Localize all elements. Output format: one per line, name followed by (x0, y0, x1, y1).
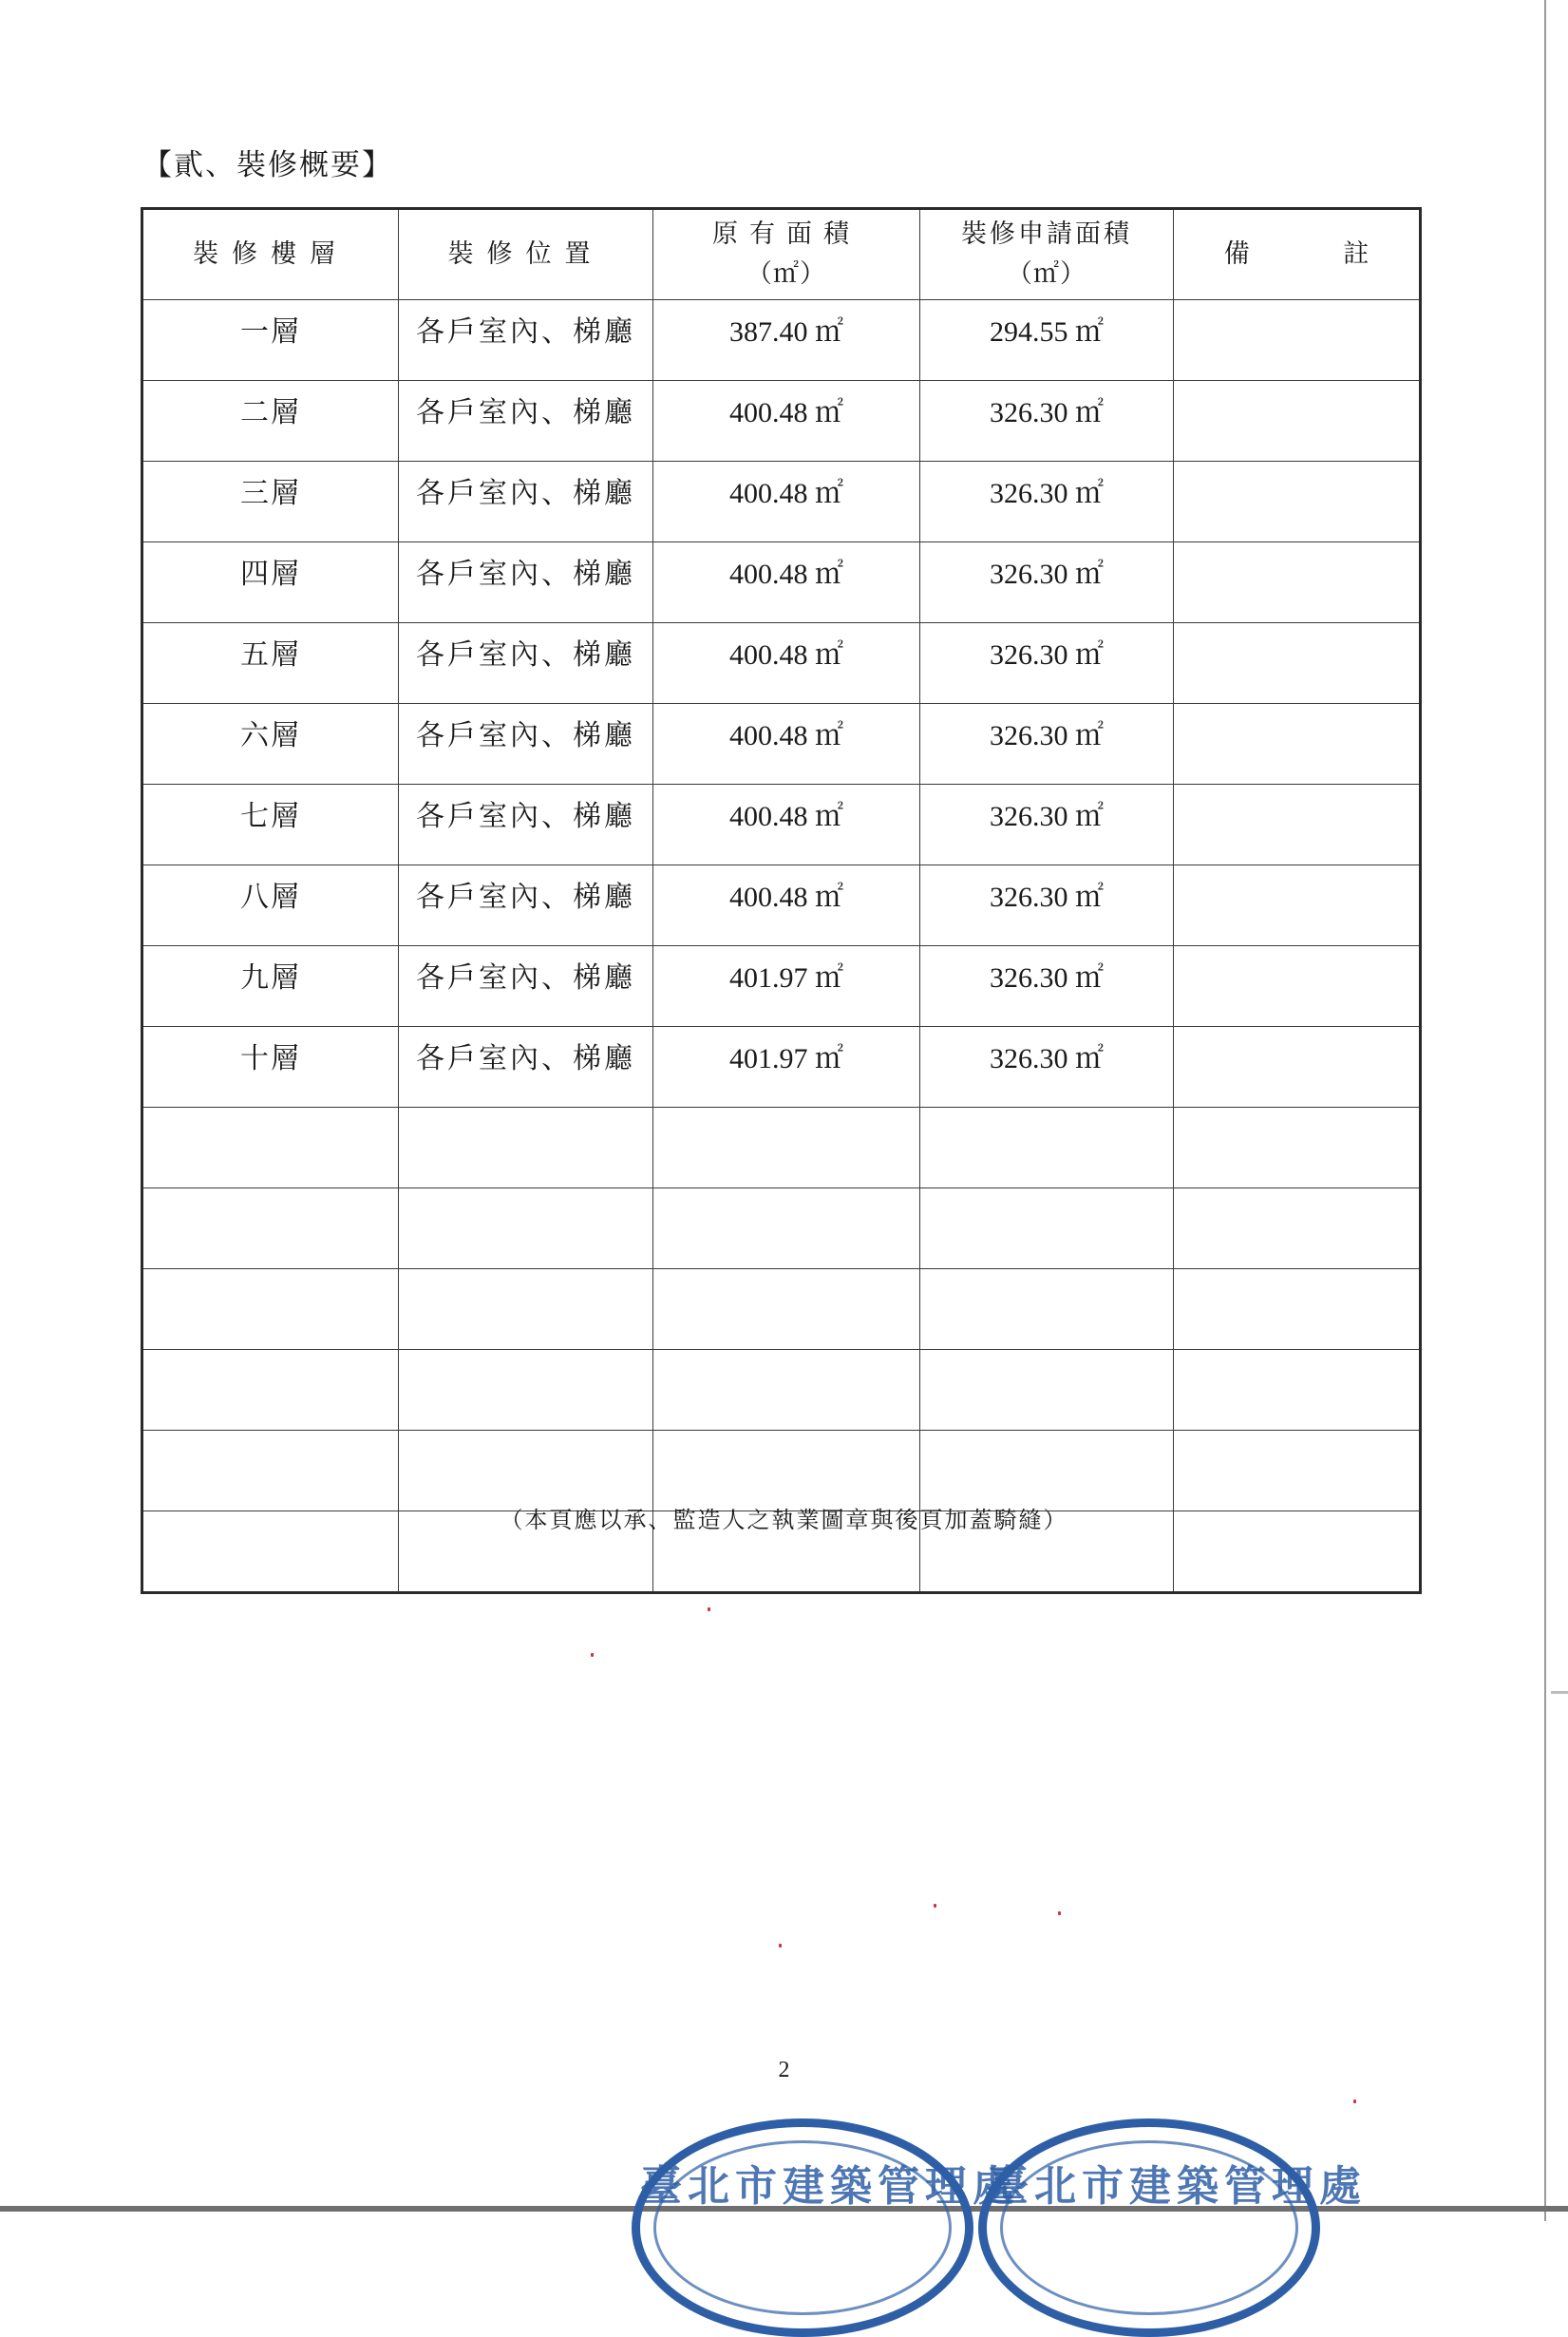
scan-edge-line (1544, 0, 1546, 2221)
cell-requested-area: 294.55 ㎡ (920, 300, 1174, 381)
cell-requested-area: 326.30 ㎡ (920, 542, 1174, 623)
table-row (142, 462, 1421, 542)
cell-original-area: 401.97 ㎡ (653, 946, 920, 1027)
seal-text: 臺北市建築管理處 (640, 2162, 1020, 2211)
cell-note (1174, 1431, 1421, 1511)
cell-note (1174, 623, 1421, 704)
header-requested-area-label: 裝修申請面積 (961, 219, 1132, 249)
cell-note (1174, 462, 1421, 542)
ink-speck (1058, 1911, 1061, 1915)
cell-floor: 九層 (142, 946, 399, 1027)
cell-location (399, 1350, 653, 1431)
header-original-area-label: 原有面積 (712, 219, 860, 249)
cell-original-area: 387.40 ㎡ (653, 300, 920, 381)
cell-original-area: 400.48 ㎡ (653, 704, 920, 785)
cell-floor (142, 1188, 399, 1269)
cell-floor: 十層 (142, 1027, 399, 1108)
table-row (142, 946, 1421, 1027)
cell-floor (142, 1431, 399, 1511)
table-row (142, 865, 1421, 946)
cell-floor (142, 1350, 399, 1431)
cell-requested-area: 326.30 ㎡ (920, 785, 1174, 865)
cell-note (1174, 1188, 1421, 1269)
header-location: 裝修位置 (399, 209, 653, 300)
cell-note (1174, 1108, 1421, 1188)
cell-note (1174, 1350, 1421, 1431)
cell-location: 各戶室內、梯廳 (399, 946, 653, 1027)
cell-note (1174, 381, 1421, 462)
official-seal-stamp (978, 2118, 1367, 2337)
cell-location (399, 1269, 653, 1350)
cell-original-area (653, 1108, 920, 1188)
table-row (142, 1431, 1421, 1511)
official-seal-stamp (632, 2118, 1020, 2337)
cell-location (399, 1188, 653, 1269)
cell-note (1174, 1269, 1421, 1350)
table-row (142, 1269, 1421, 1350)
cell-floor: 一層 (142, 300, 399, 381)
section-title: 【貳、裝修概要】 (142, 148, 393, 182)
footnote: （本頁應以承、監造人之執業圖章與後頁加蓋騎縫） (500, 1507, 1068, 1533)
cell-original-area (653, 1431, 920, 1511)
cell-original-area: 400.48 ㎡ (653, 381, 920, 462)
cell-floor: 七層 (142, 785, 399, 865)
cell-floor: 六層 (142, 704, 399, 785)
cell-location: 各戶室內、梯廳 (399, 462, 653, 542)
ink-speck (708, 1607, 710, 1611)
header-floor: 裝修樓層 (142, 209, 399, 300)
cell-original-area (653, 1269, 920, 1350)
header-original-area-unit: （㎡） (746, 259, 826, 289)
header-note: 備 註 (1174, 209, 1421, 300)
cell-note (1174, 946, 1421, 1027)
cell-note (1174, 1027, 1421, 1108)
ink-speck (1353, 2100, 1356, 2103)
table-row (142, 542, 1421, 623)
cell-original-area: 400.48 ㎡ (653, 462, 920, 542)
cell-floor: 五層 (142, 623, 399, 704)
cell-requested-area (920, 1431, 1174, 1511)
table-row (142, 623, 1421, 704)
renovation-summary-table (141, 207, 1422, 1594)
cell-location: 各戶室內、梯廳 (399, 704, 653, 785)
cell-requested-area: 326.30 ㎡ (920, 704, 1174, 785)
cell-location: 各戶室內、梯廳 (399, 623, 653, 704)
table-row (142, 381, 1421, 462)
cell-floor (142, 1269, 399, 1350)
table-row (142, 1108, 1421, 1188)
cell-location: 各戶室內、梯廳 (399, 785, 653, 865)
cell-original-area (653, 1350, 920, 1431)
cell-location: 各戶室內、梯廳 (399, 381, 653, 462)
cell-floor: 二層 (142, 381, 399, 462)
header-original-area (653, 209, 920, 300)
cell-original-area: 401.97 ㎡ (653, 1027, 920, 1108)
cell-requested-area: 326.30 ㎡ (920, 946, 1174, 1027)
cell-note (1174, 542, 1421, 623)
cell-location (399, 1108, 653, 1188)
cell-requested-area: 326.30 ㎡ (920, 462, 1174, 542)
table-row (142, 300, 1421, 381)
cell-note (1174, 704, 1421, 785)
cell-floor: 四層 (142, 542, 399, 623)
cell-requested-area: 326.30 ㎡ (920, 865, 1174, 946)
cell-note (1174, 865, 1421, 946)
cell-floor: 三層 (142, 462, 399, 542)
header-requested-area (920, 209, 1174, 300)
cell-note (1174, 785, 1421, 865)
cell-requested-area (920, 1350, 1174, 1431)
cell-original-area: 400.48 ㎡ (653, 785, 920, 865)
cell-requested-area (920, 1108, 1174, 1188)
cell-location (399, 1431, 653, 1511)
cell-location: 各戶室內、梯廳 (399, 865, 653, 946)
seal-text: 臺北市建築管理處 (987, 2162, 1367, 2211)
ink-speck (779, 1944, 782, 1948)
table-row (142, 1350, 1421, 1431)
cell-requested-area: 326.30 ㎡ (920, 1027, 1174, 1108)
table-row (142, 1188, 1421, 1269)
scan-edge-mark (1551, 1691, 1568, 1694)
cell-requested-area (920, 1269, 1174, 1350)
ink-speck (934, 1904, 936, 1908)
cell-floor: 八層 (142, 865, 399, 946)
cell-original-area (653, 1188, 920, 1269)
ink-speck (591, 1653, 594, 1657)
table-header-row (142, 209, 1421, 300)
cell-location: 各戶室內、梯廳 (399, 542, 653, 623)
cell-note (1174, 300, 1421, 381)
cell-requested-area: 326.30 ㎡ (920, 381, 1174, 462)
table-row (142, 785, 1421, 865)
cell-requested-area: 326.30 ㎡ (920, 623, 1174, 704)
table-row (142, 1027, 1421, 1108)
cell-original-area: 400.48 ㎡ (653, 542, 920, 623)
cell-original-area: 400.48 ㎡ (653, 865, 920, 946)
table-row (142, 704, 1421, 785)
header-requested-area-unit: （㎡） (1007, 259, 1086, 289)
cell-original-area: 400.48 ㎡ (653, 623, 920, 704)
cell-requested-area (920, 1188, 1174, 1269)
cell-location: 各戶室內、梯廳 (399, 300, 653, 381)
cell-floor (142, 1108, 399, 1188)
page-number: 2 (778, 2058, 790, 2082)
cell-location: 各戶室內、梯廳 (399, 1027, 653, 1108)
